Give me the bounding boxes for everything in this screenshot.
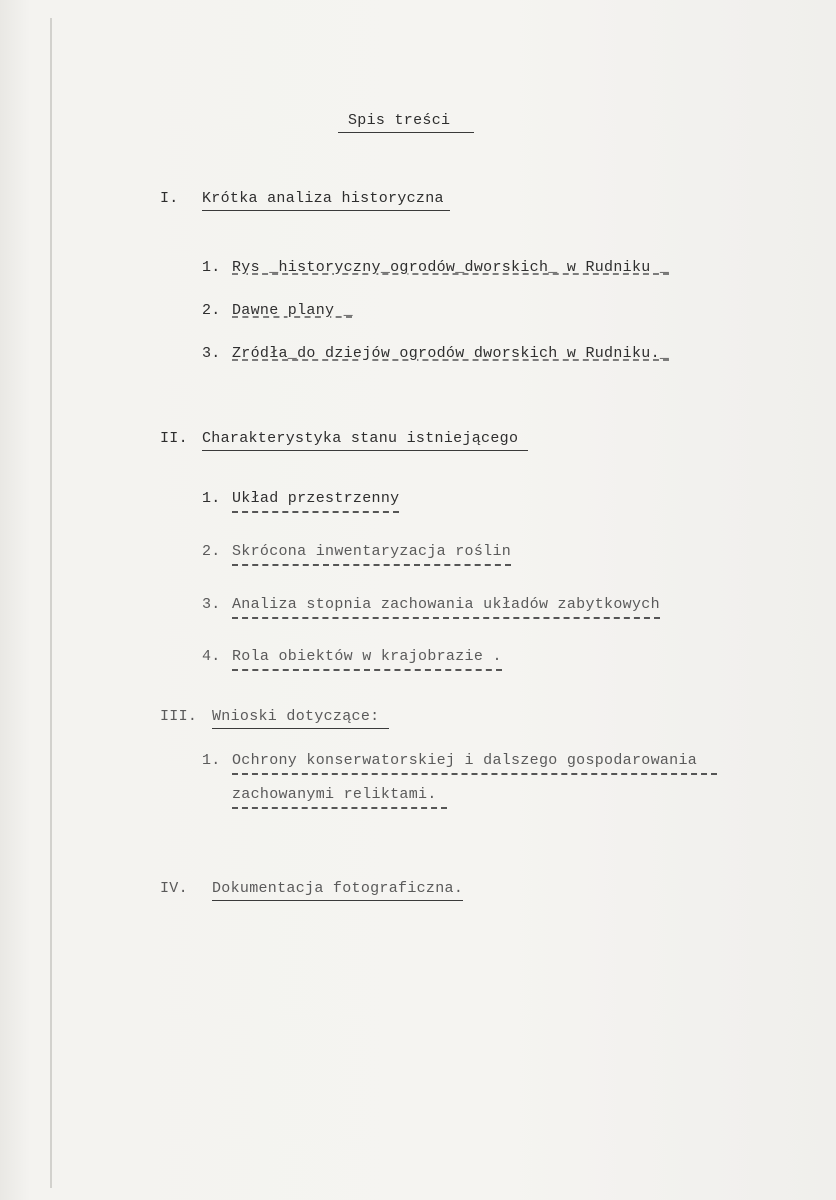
item-1-2-text: Dawne plany _ xyxy=(232,302,353,319)
margin-line xyxy=(50,18,52,1188)
item-2-4-num: 4. xyxy=(202,648,221,665)
item-1-2-num: 2. xyxy=(202,302,221,319)
item-3-1-continuation: zachowanymi reliktami. xyxy=(232,786,447,809)
section-heading-3: Wnioski dotyczące: xyxy=(212,708,389,729)
section-heading-1: Krótka analiza historyczna xyxy=(202,190,450,211)
section-numeral-2: II. xyxy=(160,430,188,447)
item-3-1-text: Ochrony konserwatorskiej i dalszego gospodarowania xyxy=(232,752,717,775)
section-heading-2: Charakterystyka stanu istniejącego xyxy=(202,430,528,451)
item-1-3-text: Zródła_do dziejów ogrodów dworskich w Rudniku._ xyxy=(232,345,670,362)
item-2-1-text: Układ przestrzenny xyxy=(232,490,399,513)
item-2-2-num: 2. xyxy=(202,543,221,560)
item-2-1-num: 1. xyxy=(202,490,221,507)
page-title: Spis treści xyxy=(338,112,474,133)
item-3-1-num: 1. xyxy=(202,752,221,769)
item-2-3-num: 3. xyxy=(202,596,221,613)
section-heading-4: Dokumentacja fotograficzna. xyxy=(212,880,463,901)
item-1-1-num: 1. xyxy=(202,259,221,276)
item-1-1-text: Rys _historyczny_ogrodów_dworskich_ w Rudniku _ xyxy=(232,259,670,276)
section-numeral-1: I. xyxy=(160,190,179,207)
item-2-4-text: Rola obiektów w krajobrazie . xyxy=(232,648,502,671)
section-numeral-4: IV. xyxy=(160,880,188,897)
item-2-3-text: Analiza stopnia zachowania układów zabytkowych xyxy=(232,596,660,619)
item-2-2-text: Skrócona inwentaryzacja roślin xyxy=(232,543,511,566)
item-1-3-num: 3. xyxy=(202,345,221,362)
section-numeral-3: III. xyxy=(160,708,198,725)
